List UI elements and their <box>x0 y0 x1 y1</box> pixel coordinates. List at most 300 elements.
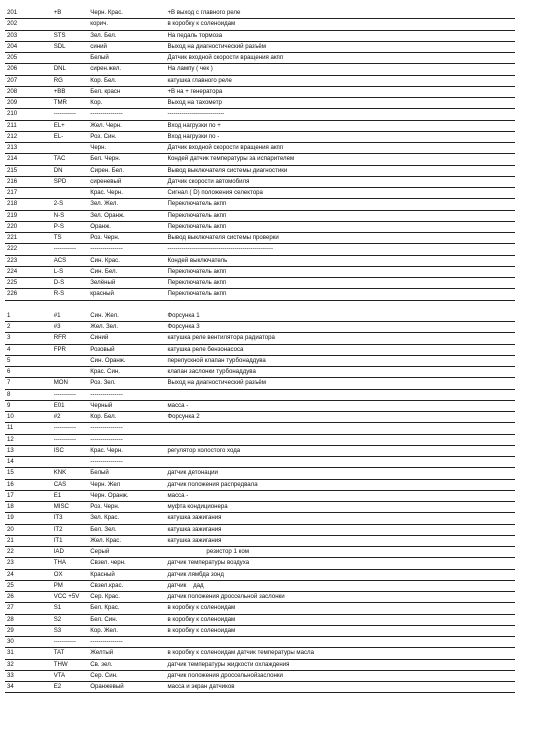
spacer-cell <box>145 64 165 75</box>
signal-code: STS <box>52 30 89 41</box>
wire-color: ---------------- <box>88 244 145 255</box>
pin-description: Переключатель акпп <box>165 266 515 277</box>
wire-color: Син. Жел. <box>88 311 145 322</box>
spacer-cell <box>145 547 165 558</box>
spacer-cell <box>145 603 165 614</box>
pin-number: 13 <box>5 445 52 456</box>
pin-description: Кондей выключатель <box>165 255 515 266</box>
pin-description: Сигнал ( D) положения селектора <box>165 188 515 199</box>
pinout-document <box>5 8 515 693</box>
spacer-cell <box>145 154 165 165</box>
signal-code: E1 <box>52 490 89 501</box>
table-row <box>5 614 515 625</box>
pin-number: 14 <box>5 457 52 468</box>
pin-number: 221 <box>5 233 52 244</box>
signal-code: ----------- <box>52 423 89 434</box>
wire-color: Кор. <box>88 98 145 109</box>
signal-code: DN <box>52 165 89 176</box>
table-row <box>5 19 515 30</box>
wire-color: ---------------- <box>88 423 145 434</box>
wire-color: Красный <box>88 569 145 580</box>
pin-number: 19 <box>5 513 52 524</box>
table-row <box>5 188 515 199</box>
spacer-cell <box>145 86 165 97</box>
pin-description: Форсунка 2 <box>165 412 515 423</box>
table-row <box>5 580 515 591</box>
table-row <box>5 255 515 266</box>
wire-color: Черн. Крас. <box>88 8 145 19</box>
pin-number: 28 <box>5 614 52 625</box>
pin-number: 15 <box>5 468 52 479</box>
pin-description: ---------------------------------------------------- <box>165 244 515 255</box>
pin-number: 17 <box>5 490 52 501</box>
spacer-cell <box>145 659 165 670</box>
pin-number: 9 <box>5 400 52 411</box>
pin-description: в коробку к соленоидам <box>165 625 515 636</box>
spacer-cell <box>145 109 165 120</box>
signal-code: THW <box>52 659 89 670</box>
wire-color: Розовый <box>88 344 145 355</box>
wire-color: Синий <box>88 333 145 344</box>
spacer-cell <box>145 120 165 131</box>
spacer-cell <box>145 625 165 636</box>
spacer-cell <box>145 53 165 64</box>
spacer-cell <box>145 322 165 333</box>
pin-description: масса - <box>165 490 515 501</box>
spacer-cell <box>145 244 165 255</box>
signal-code: MON <box>52 378 89 389</box>
wire-color: Бел. Зел. <box>88 524 145 535</box>
pin-number: 203 <box>5 30 52 41</box>
spacer-cell <box>145 131 165 142</box>
pin-description: датчик лямбда зонд <box>165 569 515 580</box>
spacer-cell <box>145 311 165 322</box>
pin-description: в коробку к соленоидам <box>165 614 515 625</box>
signal-code: L-S <box>52 266 89 277</box>
spacer-cell <box>145 233 165 244</box>
pin-number: 20 <box>5 524 52 535</box>
pin-description <box>165 423 515 434</box>
table-row <box>5 412 515 423</box>
signal-code: VTA <box>52 670 89 681</box>
wire-color: ---------------- <box>88 637 145 648</box>
signal-code: #1 <box>52 311 89 322</box>
pin-number: 5 <box>5 355 52 366</box>
signal-code: TMR <box>52 98 89 109</box>
pin-number: 201 <box>5 8 52 19</box>
signal-code: ----------- <box>52 389 89 400</box>
table-row <box>5 86 515 97</box>
table-row <box>5 98 515 109</box>
pin-description: датчик детонации <box>165 468 515 479</box>
table-row <box>5 535 515 546</box>
pin-description: датчик положения дроссельнойзаслонки <box>165 670 515 681</box>
pin-number: 16 <box>5 479 52 490</box>
spacer-cell <box>145 333 165 344</box>
signal-code: EL- <box>52 131 89 142</box>
signal-code: E01 <box>52 400 89 411</box>
spacer-cell <box>145 535 165 546</box>
signal-code: R-S <box>52 289 89 300</box>
pin-number: 220 <box>5 221 52 232</box>
pin-number: 7 <box>5 378 52 389</box>
pin-number: 12 <box>5 434 52 445</box>
wire-color: ---------------- <box>88 389 145 400</box>
wire-color: Кор. Бел. <box>88 75 145 86</box>
pin-description: Переключатель акпп <box>165 210 515 221</box>
signal-code <box>52 355 89 366</box>
signal-code: ----------- <box>52 637 89 648</box>
pin-number: 226 <box>5 289 52 300</box>
wire-color: Жел. Черн. <box>88 120 145 131</box>
wire-color: Оранж. <box>88 221 145 232</box>
wire-color: Зел. Оранж. <box>88 210 145 221</box>
table-row <box>5 64 515 75</box>
signal-code: #2 <box>52 412 89 423</box>
pin-number: 27 <box>5 603 52 614</box>
spacer-cell <box>145 569 165 580</box>
spacer-cell <box>145 648 165 659</box>
table-row <box>5 524 515 535</box>
wire-color: Крас. Син. <box>88 367 145 378</box>
wire-color: Бел. красн <box>88 86 145 97</box>
table-row <box>5 8 515 19</box>
table-row <box>5 109 515 120</box>
wire-color: сиреневый <box>88 176 145 187</box>
pin-description: ---------------------------- <box>165 109 515 120</box>
pin-description <box>165 389 515 400</box>
signal-code: ----------- <box>52 434 89 445</box>
signal-code: S2 <box>52 614 89 625</box>
pin-number: 34 <box>5 682 52 693</box>
table-row <box>5 143 515 154</box>
table-row <box>5 513 515 524</box>
pin-description: катушка зажигания <box>165 535 515 546</box>
table-row <box>5 378 515 389</box>
pin-number: 4 <box>5 344 52 355</box>
pin-description: Вывод выключателя системы диагностики <box>165 165 515 176</box>
signal-code: N-S <box>52 210 89 221</box>
signal-code: THA <box>52 558 89 569</box>
pinout-table-body <box>5 8 515 693</box>
spacer-cell <box>145 412 165 423</box>
signal-code: S3 <box>52 625 89 636</box>
signal-code <box>52 457 89 468</box>
pin-number: 21 <box>5 535 52 546</box>
table-row <box>5 311 515 322</box>
signal-code: D-S <box>52 278 89 289</box>
wire-color: Оранжевый <box>88 682 145 693</box>
pin-number: 211 <box>5 120 52 131</box>
signal-code: IT3 <box>52 513 89 524</box>
pin-number: 8 <box>5 389 52 400</box>
pin-description: +B на + генератора <box>165 86 515 97</box>
signal-code: TAT <box>52 648 89 659</box>
signal-code: S1 <box>52 603 89 614</box>
signal-code: TS <box>52 233 89 244</box>
pin-description: в коробку к соленоидам датчик температуры масла <box>165 648 515 659</box>
pin-number: 23 <box>5 558 52 569</box>
signal-code: RG <box>52 75 89 86</box>
table-row <box>5 423 515 434</box>
pin-description <box>165 457 515 468</box>
pin-number <box>5 300 52 311</box>
pin-number: 1 <box>5 311 52 322</box>
signal-code: RFR <box>52 333 89 344</box>
pin-number: 24 <box>5 569 52 580</box>
pin-number: 209 <box>5 98 52 109</box>
spacer-cell <box>145 367 165 378</box>
pin-description: датчик дад <box>165 580 515 591</box>
pin-description: в коробку к соленоидам <box>165 19 515 30</box>
signal-code: MISC <box>52 502 89 513</box>
pin-description: катушка зажигания <box>165 513 515 524</box>
table-row <box>5 659 515 670</box>
wire-color: Жел. Зел. <box>88 322 145 333</box>
table-row <box>5 625 515 636</box>
pin-number: 22 <box>5 547 52 558</box>
table-row <box>5 389 515 400</box>
pin-description: датчик температуры воздуха <box>165 558 515 569</box>
pin-number: 2 <box>5 322 52 333</box>
signal-code <box>52 143 89 154</box>
table-row <box>5 434 515 445</box>
pin-description <box>165 300 515 311</box>
pin-description: катушка реле вентилятора радиатора <box>165 333 515 344</box>
wire-color: Син. Оранж. <box>88 355 145 366</box>
pin-number: 11 <box>5 423 52 434</box>
spacer-cell <box>145 221 165 232</box>
table-row <box>5 210 515 221</box>
spacer-cell <box>145 30 165 41</box>
pin-description: клапан заслонки турбонаддува <box>165 367 515 378</box>
pin-description: муфта кондиционера <box>165 502 515 513</box>
spacer-cell <box>145 278 165 289</box>
pin-number: 210 <box>5 109 52 120</box>
pin-number: 224 <box>5 266 52 277</box>
spacer-cell <box>145 98 165 109</box>
wire-color: Желтый <box>88 648 145 659</box>
pin-description: Кондей датчик температуры за испарителем <box>165 154 515 165</box>
signal-code <box>52 19 89 30</box>
wire-color: Бел. Черн. <box>88 154 145 165</box>
spacer-cell <box>145 41 165 52</box>
table-row <box>5 154 515 165</box>
pin-number: 212 <box>5 131 52 142</box>
signal-code: KNK <box>52 468 89 479</box>
pin-number: 207 <box>5 75 52 86</box>
wire-color: Син. Бел. <box>88 266 145 277</box>
table-row <box>5 244 515 255</box>
signal-code: P-S <box>52 221 89 232</box>
table-row <box>5 558 515 569</box>
spacer-cell <box>145 423 165 434</box>
table-row <box>5 648 515 659</box>
wire-color: Сер. Син. <box>88 670 145 681</box>
table-row <box>5 221 515 232</box>
pin-description: Выход на тахометр <box>165 98 515 109</box>
spacer-cell <box>145 513 165 524</box>
table-row <box>5 490 515 501</box>
pin-description: +B выход с главного реле <box>165 8 515 19</box>
pin-description: катушка реле бензонасоса <box>165 344 515 355</box>
pin-number: 29 <box>5 625 52 636</box>
wire-color: Черн. Жел <box>88 479 145 490</box>
wire-color: Свзел. черн. <box>88 558 145 569</box>
spacer-cell <box>145 300 165 311</box>
wire-color: Зел. Крас. <box>88 513 145 524</box>
spacer-cell <box>145 344 165 355</box>
table-row <box>5 233 515 244</box>
table-row <box>5 289 515 300</box>
pin-description: Форсунка 1 <box>165 311 515 322</box>
pin-description: Вход нагрузки по - <box>165 131 515 142</box>
signal-code: IT2 <box>52 524 89 535</box>
table-row <box>5 30 515 41</box>
signal-code: OX <box>52 569 89 580</box>
pin-number: 215 <box>5 165 52 176</box>
wire-color: Роз. Зел. <box>88 378 145 389</box>
spacer-cell <box>145 637 165 648</box>
table-row <box>5 322 515 333</box>
spacer-cell <box>145 199 165 210</box>
pin-number: 219 <box>5 210 52 221</box>
pin-description: Выход на диагностический разъём <box>165 378 515 389</box>
pin-description <box>165 637 515 648</box>
signal-code: +B <box>52 8 89 19</box>
wire-color: Крас. Черн. <box>88 445 145 456</box>
pin-description: Форсунка 3 <box>165 322 515 333</box>
table-row <box>5 199 515 210</box>
pin-number: 10 <box>5 412 52 423</box>
pin-number: 18 <box>5 502 52 513</box>
pin-number: 6 <box>5 367 52 378</box>
signal-code: VCC +5V <box>52 592 89 603</box>
pin-description: На педаль тормоза <box>165 30 515 41</box>
spacer-cell <box>145 614 165 625</box>
pin-description: Вывод выключателя системы проверки <box>165 233 515 244</box>
table-row <box>5 457 515 468</box>
table-row <box>5 682 515 693</box>
wire-color: Черн. Оранж. <box>88 490 145 501</box>
table-row <box>5 75 515 86</box>
spacer-cell <box>145 682 165 693</box>
signal-code: SDL <box>52 41 89 52</box>
spacer-cell <box>145 143 165 154</box>
wire-color: Белый <box>88 53 145 64</box>
table-row <box>5 300 515 311</box>
wire-color: Св. зел. <box>88 659 145 670</box>
wire-color: Черн. <box>88 143 145 154</box>
table-row <box>5 445 515 456</box>
table-row <box>5 165 515 176</box>
table-row <box>5 400 515 411</box>
signal-code: IT1 <box>52 535 89 546</box>
pin-number: 208 <box>5 86 52 97</box>
spacer-cell <box>145 389 165 400</box>
pin-description: масса - <box>165 400 515 411</box>
pin-number: 32 <box>5 659 52 670</box>
pin-number: 213 <box>5 143 52 154</box>
wire-color: ---------------- <box>88 457 145 468</box>
table-row <box>5 120 515 131</box>
spacer-cell <box>145 266 165 277</box>
pin-description: Датчик скорости автомобиля <box>165 176 515 187</box>
table-row <box>5 355 515 366</box>
wire-color: Роз. Черн. <box>88 502 145 513</box>
pin-description: Переключатель акпп <box>165 278 515 289</box>
signal-code: FPR <box>52 344 89 355</box>
spacer-cell <box>145 75 165 86</box>
pinout-table <box>5 8 515 693</box>
signal-code: DNL <box>52 64 89 75</box>
pin-number: 25 <box>5 580 52 591</box>
spacer-cell <box>145 445 165 456</box>
signal-code: PM <box>52 580 89 591</box>
signal-code: SPD <box>52 176 89 187</box>
pin-number: 202 <box>5 19 52 30</box>
signal-code: +BB <box>52 86 89 97</box>
pin-description: датчик положения распредвала <box>165 479 515 490</box>
spacer-cell <box>145 502 165 513</box>
wire-color: Зел. Бел. <box>88 30 145 41</box>
spacer-cell <box>145 400 165 411</box>
spacer-cell <box>145 490 165 501</box>
pin-number: 3 <box>5 333 52 344</box>
spacer-cell <box>145 479 165 490</box>
wire-color: Зел. Жел. <box>88 199 145 210</box>
pin-description: датчик температуры жидкости охлаждения <box>165 659 515 670</box>
wire-color: красный <box>88 289 145 300</box>
spacer-cell <box>145 188 165 199</box>
signal-code: IAD <box>52 547 89 558</box>
wire-color <box>88 300 145 311</box>
table-row <box>5 479 515 490</box>
pin-description: резистор 1 ком <box>165 547 515 558</box>
pin-number: 204 <box>5 41 52 52</box>
pin-number: 205 <box>5 53 52 64</box>
wire-color: Белый <box>88 468 145 479</box>
table-row <box>5 333 515 344</box>
wire-color: Сирен. Бел. <box>88 165 145 176</box>
pin-description: Датчик входной скорости вращения акпп <box>165 143 515 154</box>
pin-description: Датчик входной скорости вращения акпп <box>165 53 515 64</box>
spacer-cell <box>145 8 165 19</box>
pin-description: Выход на диагностический разъём <box>165 41 515 52</box>
spacer-cell <box>145 592 165 603</box>
spacer-cell <box>145 468 165 479</box>
spacer-cell <box>145 580 165 591</box>
pin-number: 217 <box>5 188 52 199</box>
wire-color: Зелёный <box>88 278 145 289</box>
table-row <box>5 53 515 64</box>
wire-color: Бел. Син. <box>88 614 145 625</box>
wire-color: Крас. Черн. <box>88 188 145 199</box>
pin-number: 31 <box>5 648 52 659</box>
table-row <box>5 266 515 277</box>
wire-color: сирен.жел. <box>88 64 145 75</box>
spacer-cell <box>145 378 165 389</box>
spacer-cell <box>145 558 165 569</box>
pin-description: в коробку к соленоидам <box>165 603 515 614</box>
signal-code <box>52 188 89 199</box>
wire-color: Сер. Крас. <box>88 592 145 603</box>
wire-color: Черный <box>88 400 145 411</box>
table-row <box>5 603 515 614</box>
wire-color: ---------------- <box>88 434 145 445</box>
pin-number: 26 <box>5 592 52 603</box>
table-row <box>5 344 515 355</box>
